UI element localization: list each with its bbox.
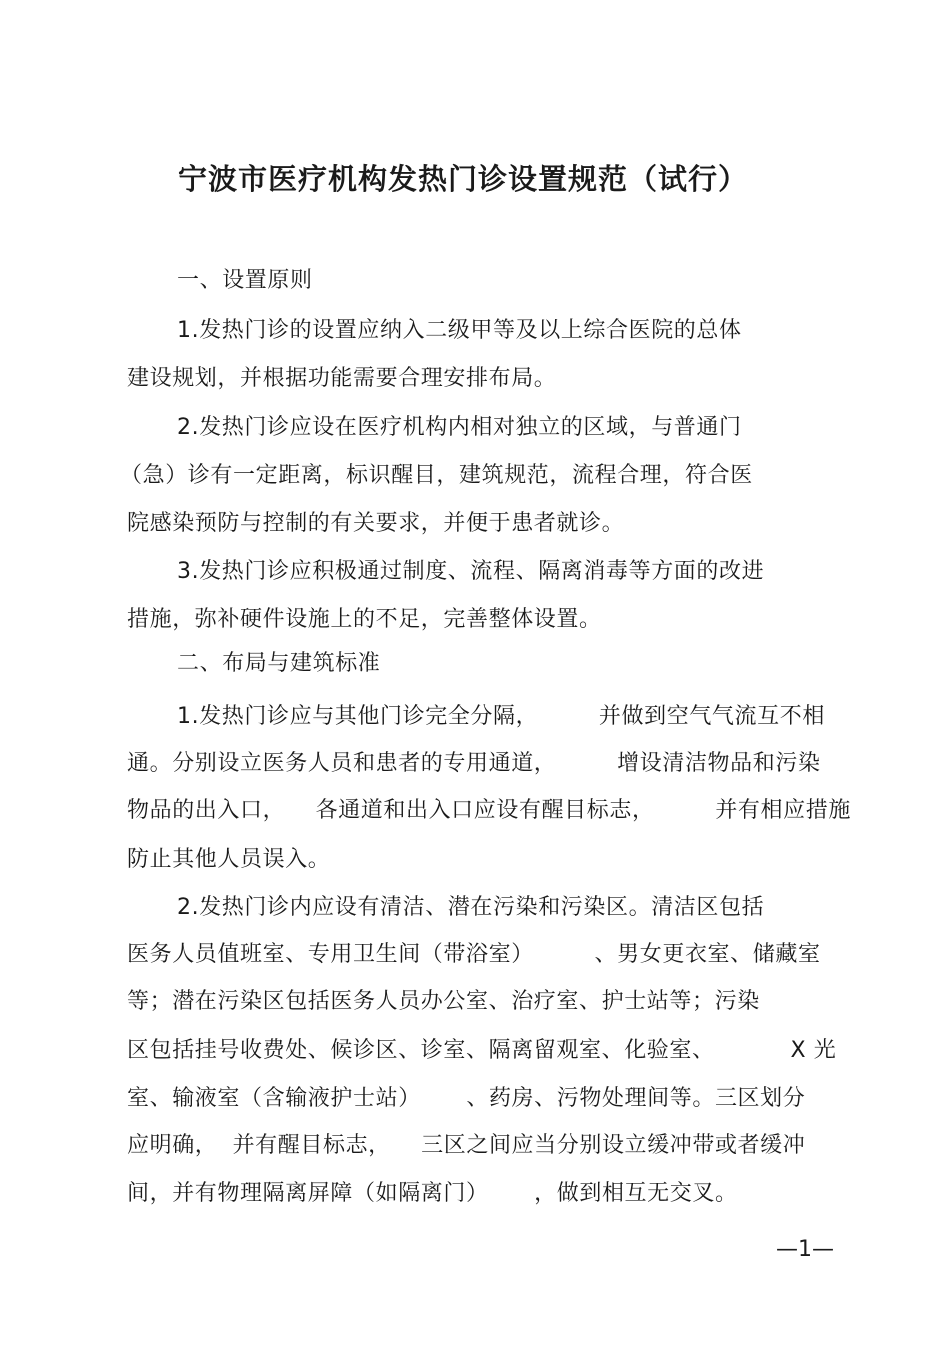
text-line: 医务人员值班室、专用卫生间（带浴室） 、男女更衣室、储藏室	[127, 942, 821, 967]
text-line: 间，并有物理隔离屏障（如隔离门） ，做到相互无交叉。	[127, 1181, 738, 1206]
text-line: （急）诊有一定距离，标识醒目，建筑规范，流程合理，符合医	[120, 463, 753, 488]
text-line: 室、输液室（含输液护士站） 、药房、污物处理间等。三区划分	[127, 1086, 806, 1111]
text-line: 3.发热门诊应积极通过制度、流程、隔离消毒等方面的改进	[177, 559, 765, 584]
text-line: 措施，弥补硬件设施上的不足，完善整体设置。	[127, 607, 602, 632]
text-line: 防止其他人员误入。	[127, 847, 331, 872]
text-line: 区包括挂号收费处、候诊区、诊室、隔离留观室、化验室、 X 光	[127, 1038, 837, 1063]
text-line: 物品的出入口， 各通道和出入口应设有醒目标志， 并有相应措施	[127, 798, 851, 823]
text-line: 建设规划，并根据功能需要合理安排布局。	[127, 366, 557, 391]
text-line: 2.发热门诊内应设有清洁、潜在污染和污染区。清洁区包括	[177, 895, 765, 920]
page-number: —1—	[776, 1237, 834, 1262]
text-line: 2.发热门诊应设在医疗机构内相对独立的区域，与普通门	[177, 415, 742, 440]
text-line: 通。分别设立医务人员和患者的专用通道， 增设清洁物品和污染	[127, 751, 821, 776]
text-line: 1.发热门诊的设置应纳入二级甲等及以上综合医院的总体	[177, 318, 742, 343]
text-line: 应明确， 并有醒目标志， 三区之间应当分别设立缓冲带或者缓冲	[127, 1133, 806, 1158]
section-heading: 二、布局与建筑标准	[177, 651, 381, 676]
document-title: 宁波市医疗机构发热门诊设置规范（试行）	[178, 162, 749, 196]
text-line: 1.发热门诊应与其他门诊完全分隔， 并做到空气气流互不相	[177, 704, 825, 729]
text-line: 院感染预防与控制的有关要求，并便于患者就诊。	[127, 511, 625, 536]
text-line: 等；潜在污染区包括医务人员办公室、治疗室、护士站等；污染	[127, 989, 760, 1014]
section-heading: 一、设置原则	[177, 268, 313, 293]
